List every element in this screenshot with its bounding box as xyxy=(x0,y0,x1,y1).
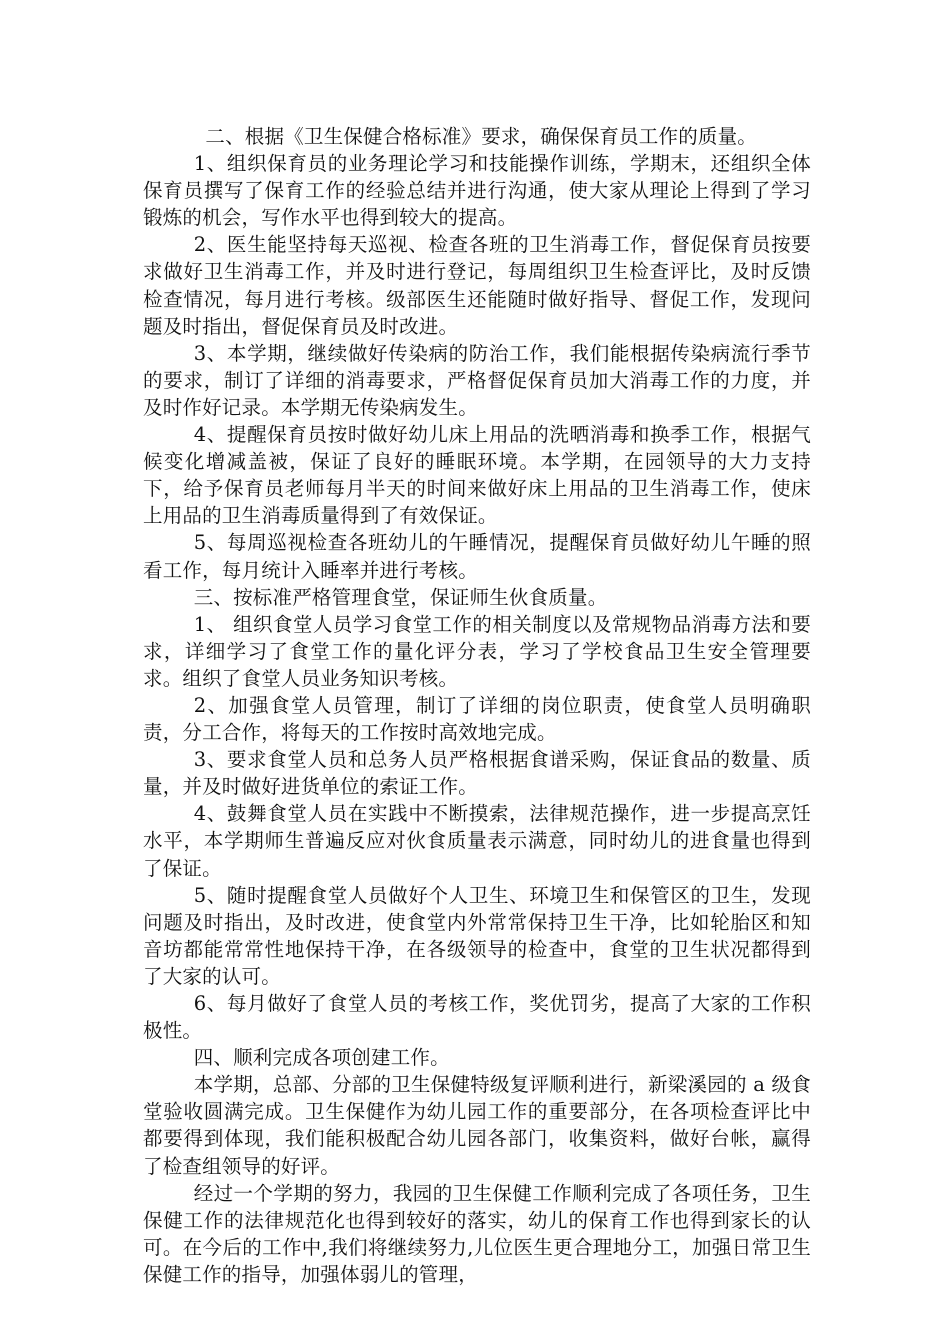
section-heading-3: 三、按标准严格管理食堂，保证师生伙食质量。 xyxy=(193,585,608,609)
paragraph-conclusion: 经过一个学期的努力，我园的卫生保健工作顺利完成了各项任务，卫生保健工作的法律规范化也得到较好的落实，幼儿的保育工作也得到家长的认可。在今后的工作中,我们将继续努力,儿位医生更合理地分工，加强日常卫生保健工作的指导，加强体弱儿的管理， xyxy=(143,1181,811,1286)
section-heading-2: 二、根据《卫生保健合格标准》要求，确保保育员工作的质量。 xyxy=(205,125,757,148)
paragraph-3-3: 3、要求食堂人员和总务人员严格根据食谱采购，保证食品的数量、质量，并及时做好进货单位的索证工作。 xyxy=(143,748,811,799)
paragraph-2-2: 2、医生能坚持每天巡视、检查各班的卫生消毒工作，督促保育员按要求做好卫生消毒工作，并及时进行登记，每周组织卫生检查评比，及时反馈检查情况，每月进行考核。级部医生还能随时做好指导、督促工作，发现问题及时指出，督促保育员及时改进。 xyxy=(143,233,811,338)
paragraph-2-5: 5、每周巡视检查各班幼儿的午睡情况，提醒保育员做好幼儿午睡的照看工作，每月统计入睡率并进行考核。 xyxy=(143,531,811,582)
paragraph-3-5: 5、随时提醒食堂人员做好个人卫生、环境卫生和保管区的卫生，发现问题及时指出，及时改进，使食堂内外常常保持卫生干净，比如轮胎区和知音坊都能常常性地保持干净，在各级领导的检查中，食堂的卫生状况都得到了大家的认可。 xyxy=(143,883,811,988)
paragraph-3-6: 6、每月做好了食堂人员的考核工作，奖优罚劣，提高了大家的工作积极性。 xyxy=(143,992,811,1043)
paragraph-3-4: 4、鼓舞食堂人员在实践中不断摸索，法律规范操作，进一步提高烹饪水平，本学期师生普遍反应对伙食质量表示满意，同时幼儿的进食量也得到了保证。 xyxy=(143,802,811,880)
paragraph-2-4: 4、提醒保育员按时做好幼儿床上用品的洗晒消毒和换季工作，根据气候变化增减盖被，保证了良好的睡眠环境。本学期，在园领导的大力支持下，给予保育员老师每月半天的时间来做好床上用品的卫生消毒工作，使床上用品的卫生消毒质量得到了有效保证。 xyxy=(143,423,811,528)
paragraph-2-3: 3、本学期，继续做好传染病的防治工作，我们能根据传染病流行季节的要求，制订了详细的消毒要求，严格督促保育员加大消毒工作的力度，并及时作好记录。本学期无传染病发生。 xyxy=(143,341,811,419)
document-body xyxy=(143,123,811,1288)
paragraph-4-1: 本学期，总部、分部的卫生保健特级复评顺利进行，新梁溪园的 a 级食堂验收圆满完成。卫生保健作为幼儿园工作的重要部分，在各项检查评比中都要得到体现，我们能积极配合幼儿园各部门，收集资料，做好台帐，赢得了检查组领导的好评。 xyxy=(143,1073,811,1178)
paragraph-2-1: 1、组织保育员的业务理论学习和技能操作训练，学期末，还组织全体保育员撰写了保育工作的经验总结并进行沟通，使大家从理论上得到了学习锻炼的机会，写作水平也得到较大的提高。 xyxy=(143,152,811,230)
section-heading-4: 四、顺利完成各项创建工作。 xyxy=(193,1046,450,1070)
paragraph-3-2: 2、加强食堂人员管理，制订了详细的岗位职责，使食堂人员明确职责，分工合作，将每天的工作按时高效地完成。 xyxy=(143,693,811,745)
paragraph-3-1: 1、 组织食堂人员学习食堂工作的相关制度以及常规物品消毒方法和要求，详细学习了食堂工作的量化评分表，学习了学校食品卫生安全管理要求。组织了食堂人员业务知识考核。 xyxy=(143,612,811,690)
